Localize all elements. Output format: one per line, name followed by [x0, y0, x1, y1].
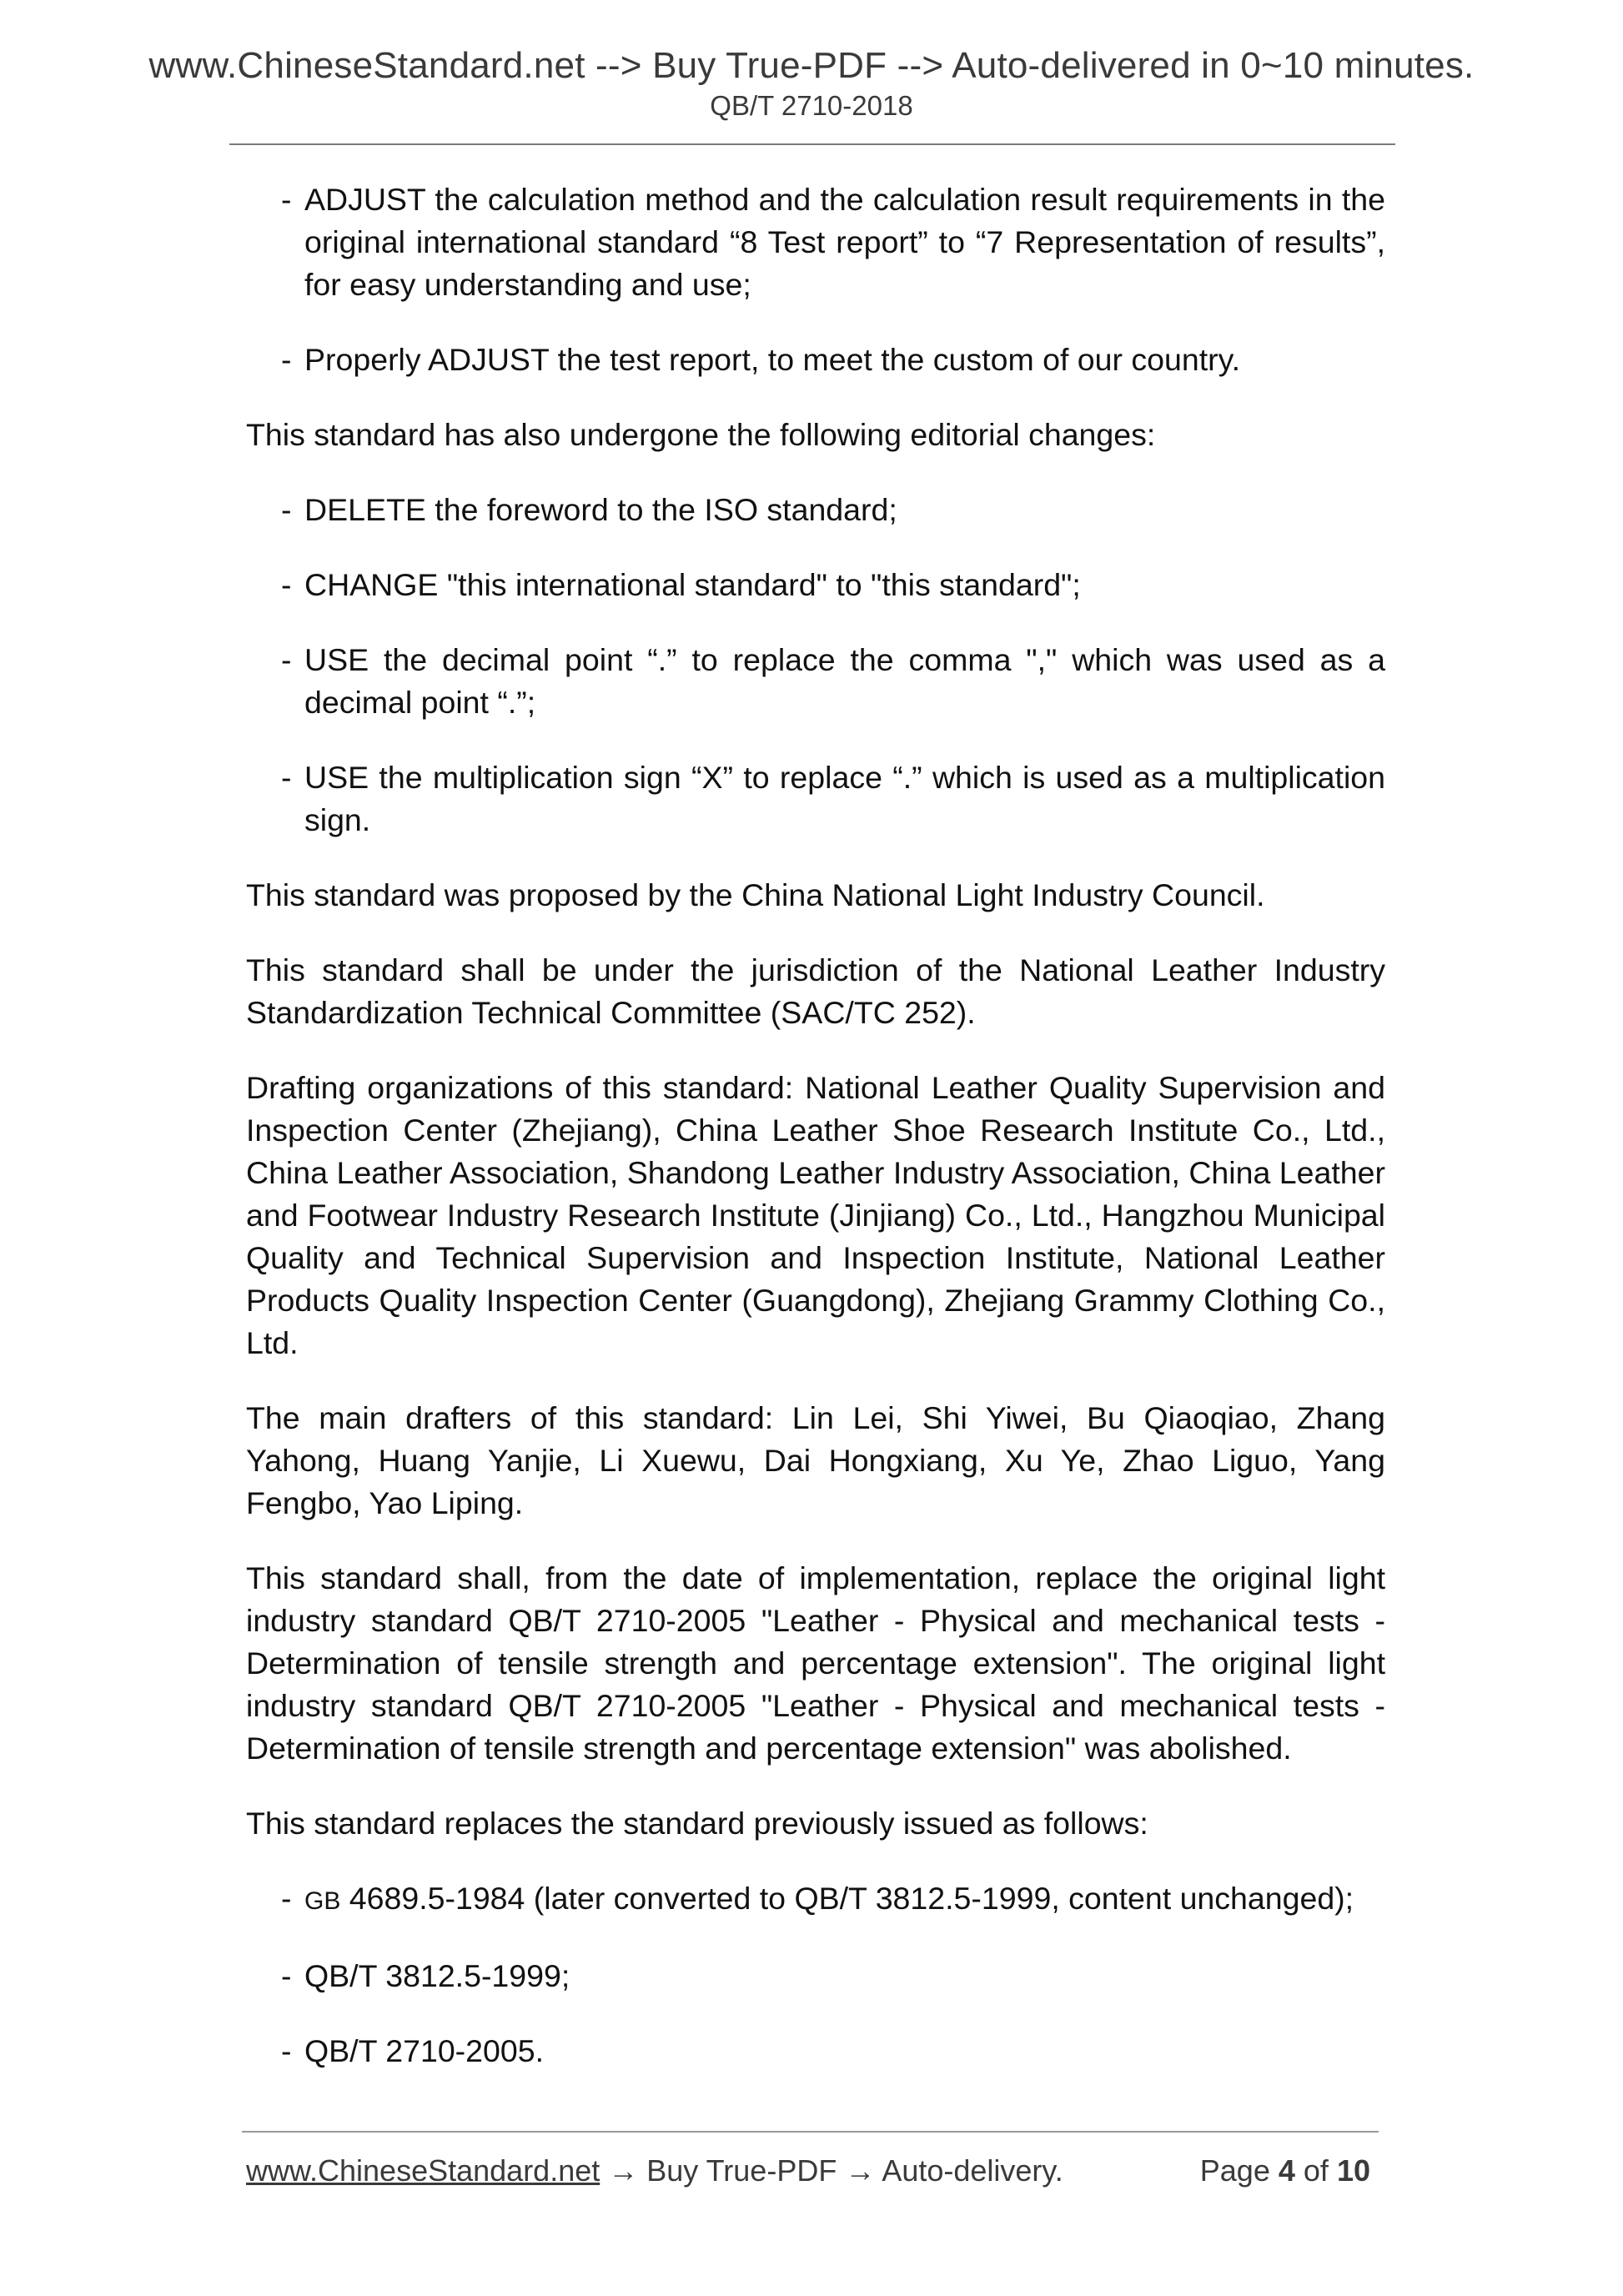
proposed-paragraph: This standard was proposed by the China National Light Industry Council.: [246, 877, 1265, 912]
list-item: [246, 1955, 1385, 1997]
list-item: [246, 489, 1385, 531]
list-item-text: CHANGE "this international standard" to "this standard";: [304, 567, 1081, 602]
footer-divider: [242, 2131, 1379, 2133]
page-footer: [246, 2153, 1379, 2188]
list-item: [246, 756, 1385, 842]
list-item-text: QB/T 3812.5-1999;: [304, 1958, 570, 1993]
page-total: 10: [1336, 2153, 1370, 2188]
header-banner: www.ChineseStandard.net --> Buy True-PDF --> Auto-delivered in 0~10 minutes.: [148, 45, 1475, 86]
bullet-dash: -: [281, 567, 292, 602]
bullet-dash: -: [281, 2033, 292, 2068]
list-item-text: 4689.5-1984 (later converted to QB/T 3812.5-1999, content unchanged);: [340, 1881, 1354, 1916]
bullet-dash: -: [281, 342, 292, 377]
bullet-dash: -: [281, 642, 292, 677]
bullet-dash: -: [281, 1958, 292, 1993]
list-item: [246, 178, 1385, 306]
of-label: of: [1303, 2153, 1329, 2188]
list-item-text: DELETE the foreword to the ISO standard;: [304, 492, 897, 527]
page-label: Page: [1199, 2153, 1270, 2188]
replacement-paragraph: This standard shall, from the date of implementation, replace the original light industry standard QB/T 2710-2005 "Leather - Physical and mechanical tests - Determination of tensile strength and percentage extension". The original light industry standard QB/T 2710-2005 "Leather - Physical and mechanical tests - Determination of tensile strength and percentage extension" was abolished.: [246, 1560, 1385, 1766]
bullet-dash: -: [281, 492, 292, 527]
header-divider: [229, 143, 1395, 145]
list-item-text: USE the decimal point “.” to replace the comma "," which was used as a decimal point “.”;: [304, 642, 1385, 720]
footer-link[interactable]: www.ChineseStandard.net: [246, 2153, 600, 2188]
list-item-prefix: GB: [304, 1887, 341, 1915]
drafters-paragraph: The main drafters of this standard: Lin Lei, Shi Yiwei, Bu Qiaoqiao, Zhang Yahong, Huang Yanjie, Li Xuewu, Dai Hongxiang, Xu Ye, Zhao Liguo, Yang Fengbo, Yao Liping.: [246, 1400, 1385, 1520]
bullet-dash: -: [281, 760, 292, 795]
page-number: 4: [1278, 2153, 1295, 2188]
page-content: [246, 178, 1385, 2105]
footer-tagline: → Buy True-PDF → Auto-delivery.: [600, 2153, 1063, 2188]
list-item-text: ADJUST the calculation method and the calculation result requirements in the original international standard “8 Test report” to “7 Representation of results”, for easy understanding and use;: [304, 182, 1385, 302]
document-code: QB/T 2710-2018: [710, 90, 913, 121]
list-item-text: Properly ADJUST the test report, to meet the custom of our country.: [304, 342, 1241, 377]
list-item-text: USE the multiplication sign “X” to replace “.” which is used as a multiplication sign.: [304, 760, 1385, 837]
list-item: [246, 2030, 1385, 2072]
list-item-text: QB/T 2710-2005.: [304, 2033, 544, 2068]
list-item: [246, 339, 1385, 381]
list-item: [246, 564, 1385, 606]
list-item: [246, 1877, 1385, 1922]
drafting-organizations-paragraph: Drafting organizations of this standard: National Leather Quality Supervision and Inspection Center (Zhejiang), China Leather Shoe Research Institute Co., Ltd., China Leather Association, Shandong Leather Industry Association, China Leather and Footwear Industry Research Institute (Jinjiang) Co., Ltd., Hangzhou Municipal Quality and Technical Supervision and Inspection Institute, National Leather Products Quality Inspection Center (Guangdong), Zhejiang Grammy Clothing Co., Ltd.: [246, 1070, 1385, 1360]
jurisdiction-paragraph: This standard shall be under the jurisdiction of the National Leather Industry Standardization Technical Committee (SAC/TC 252).: [246, 952, 1385, 1030]
list-item: [246, 639, 1385, 724]
editorial-intro: This standard has also undergone the following editorial changes:: [246, 417, 1156, 452]
history-intro: This standard replaces the standard previously issued as follows:: [246, 1806, 1148, 1841]
page-indicator: [1200, 2153, 1370, 2188]
bullet-dash: -: [281, 182, 292, 217]
bullet-dash: -: [281, 1881, 292, 1916]
